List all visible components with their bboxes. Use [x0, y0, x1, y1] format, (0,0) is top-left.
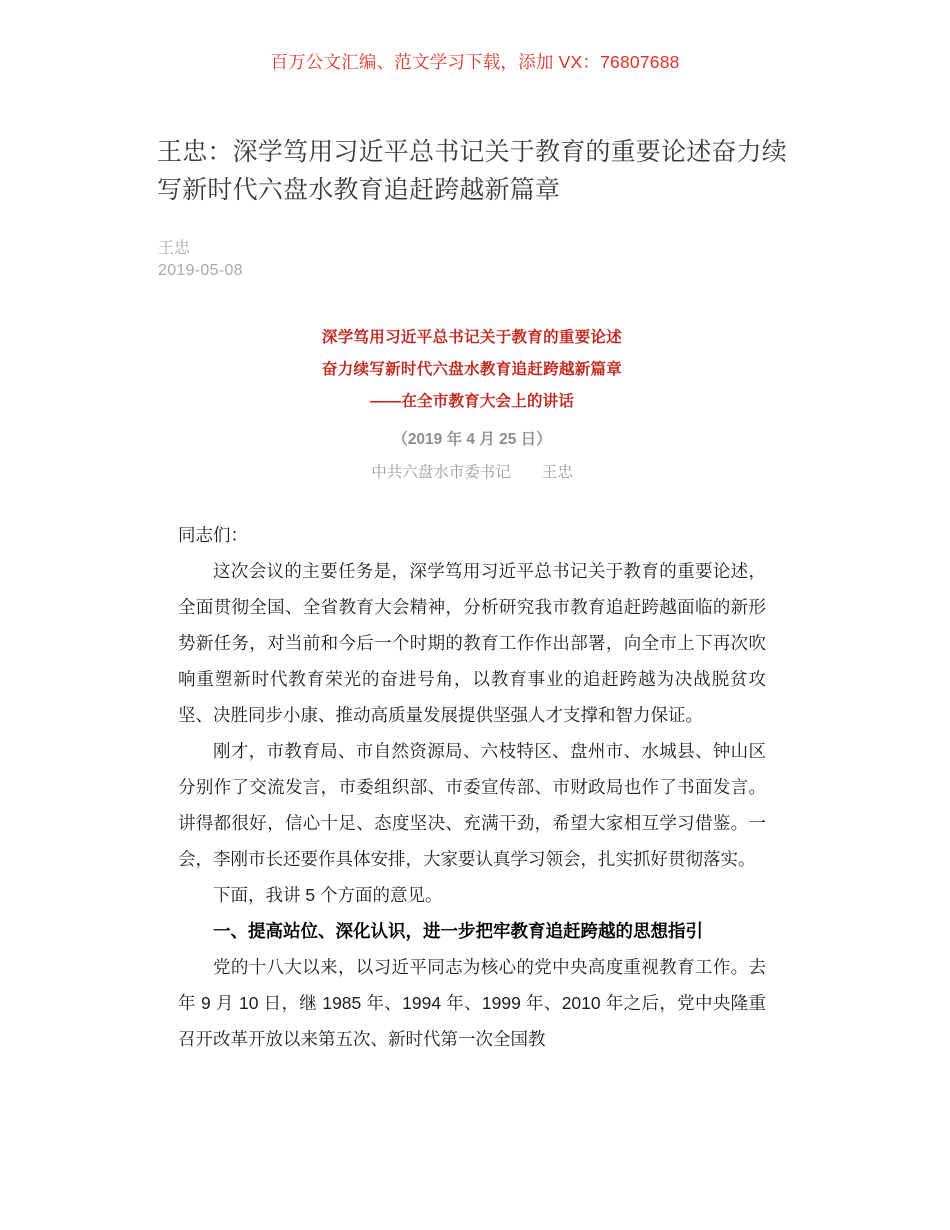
article-author: 王忠	[158, 240, 191, 257]
section-heading: 一、提高站位、深化认识，进一步把牢教育追赶跨越的思想指引	[213, 921, 703, 941]
promo-banner: 百万公文汇编、范文学习下载，添加 VX：76807688	[270, 52, 680, 72]
doc-heading-line-3: ——在全市教育大会上的讲话	[369, 393, 575, 410]
article-date: 2019-05-08	[158, 262, 243, 279]
speech-date: （2019 年 4 月 25 日）	[392, 431, 552, 448]
body-paragraph: 下面，我讲 5 个方面的意见。	[213, 885, 443, 905]
document-body	[178, 322, 766, 1057]
page-title: 王忠：深学笃用习近平总书记关于教育的重要论述奋力续写新时代六盘水教育追赶跨越新篇章	[157, 138, 788, 204]
article-meta	[158, 238, 243, 282]
salutation: 同志们：	[178, 525, 248, 545]
doc-heading-line-1: 深学笃用习近平总书记关于教育的重要论述	[321, 329, 623, 346]
body-paragraph: 这次会议的主要任务是，深学笃用习近平总书记关于教育的重要论述，全面贯彻全国、全省教育大会精神，分析研究我市教育追赶跨越面临的新形势新任务，对当前和今后一个时期的教育工作作出部署，向全市上下再次吹响重塑新时代教育荣光的奋进号角，以教育事业的追赶跨越为决战脱贫攻坚、决胜同步小康、推动高质量发展提供坚强人才支撑和智力保证。	[178, 561, 766, 725]
doc-heading-line-2: 奋力续写新时代六盘水教育追赶跨越新篇章	[321, 361, 623, 378]
speech-byline: 中共六盘水市委书记 王忠	[371, 464, 573, 481]
body-paragraph: 刚才，市教育局、市自然资源局、六枝特区、盘州市、水城县、钟山区分别作了交流发言，市委组织部、市委宣传部、市财政局也作了书面发言。讲得都很好，信心十足、态度坚决、充满干劲，希望大家相互学习借鉴。一会，李刚市长还要作具体安排，大家要认真学习领会，扎实抓好贯彻落实。	[178, 741, 766, 869]
body-paragraph: 党的十八大以来，以习近平同志为核心的党中央高度重视教育工作。去年 9 月 10 日，继 1985 年、1994 年、1999 年、2010 年之后，党中央隆重召开改革开放以来第五次、新时代第一次全国教	[178, 957, 766, 1049]
